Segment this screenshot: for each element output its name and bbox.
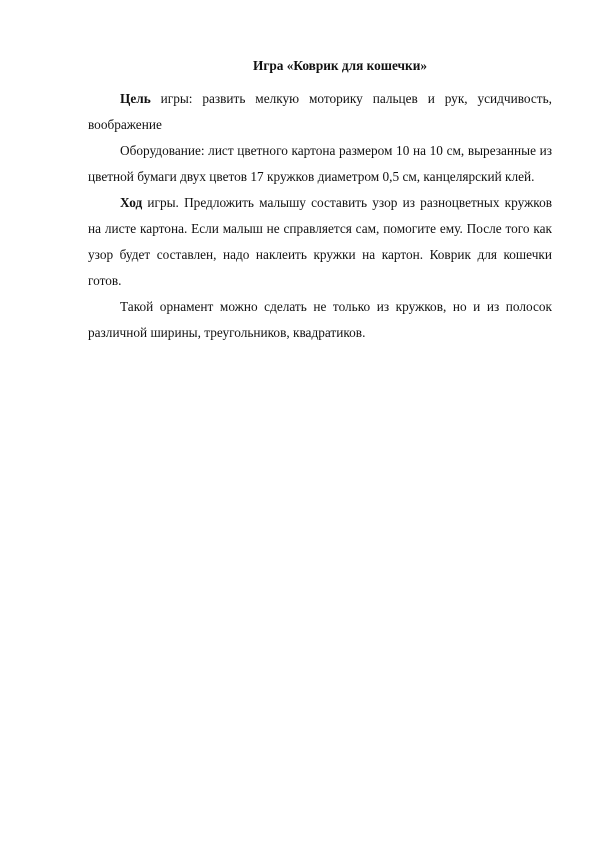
- equipment-paragraph: Оборудование: лист цветного картона размером 10 на 10 см, вырезанные из цветной бумаги двух цветов 17 кружков диаметром 0,5 см, канцелярский клей.: [88, 143, 552, 184]
- note-paragraph: Такой орнамент можно сделать не только из кружков, но и из полосок различной ширины, треугольников, квадратиков.: [88, 299, 552, 340]
- goal-text: игры: развить мелкую моторику пальцев и рук, усидчивость, воображение: [88, 91, 552, 132]
- process-label: Ход: [120, 195, 143, 210]
- goal-label: Цель: [120, 91, 151, 106]
- document-body: [88, 56, 552, 346]
- process-text: игры. Предложить малышу составить узор из разноцветных кружков на листе картона. Если малыш не справляется сам, помогите ему. После того как узор будет составлен, надо наклеить кружки на картон. Коврик для кошечки готов.: [88, 195, 552, 288]
- process-paragraph: [88, 190, 552, 294]
- goal-paragraph: [88, 86, 552, 138]
- document-title: Игра «Коврик для кошечки»: [252, 58, 428, 73]
